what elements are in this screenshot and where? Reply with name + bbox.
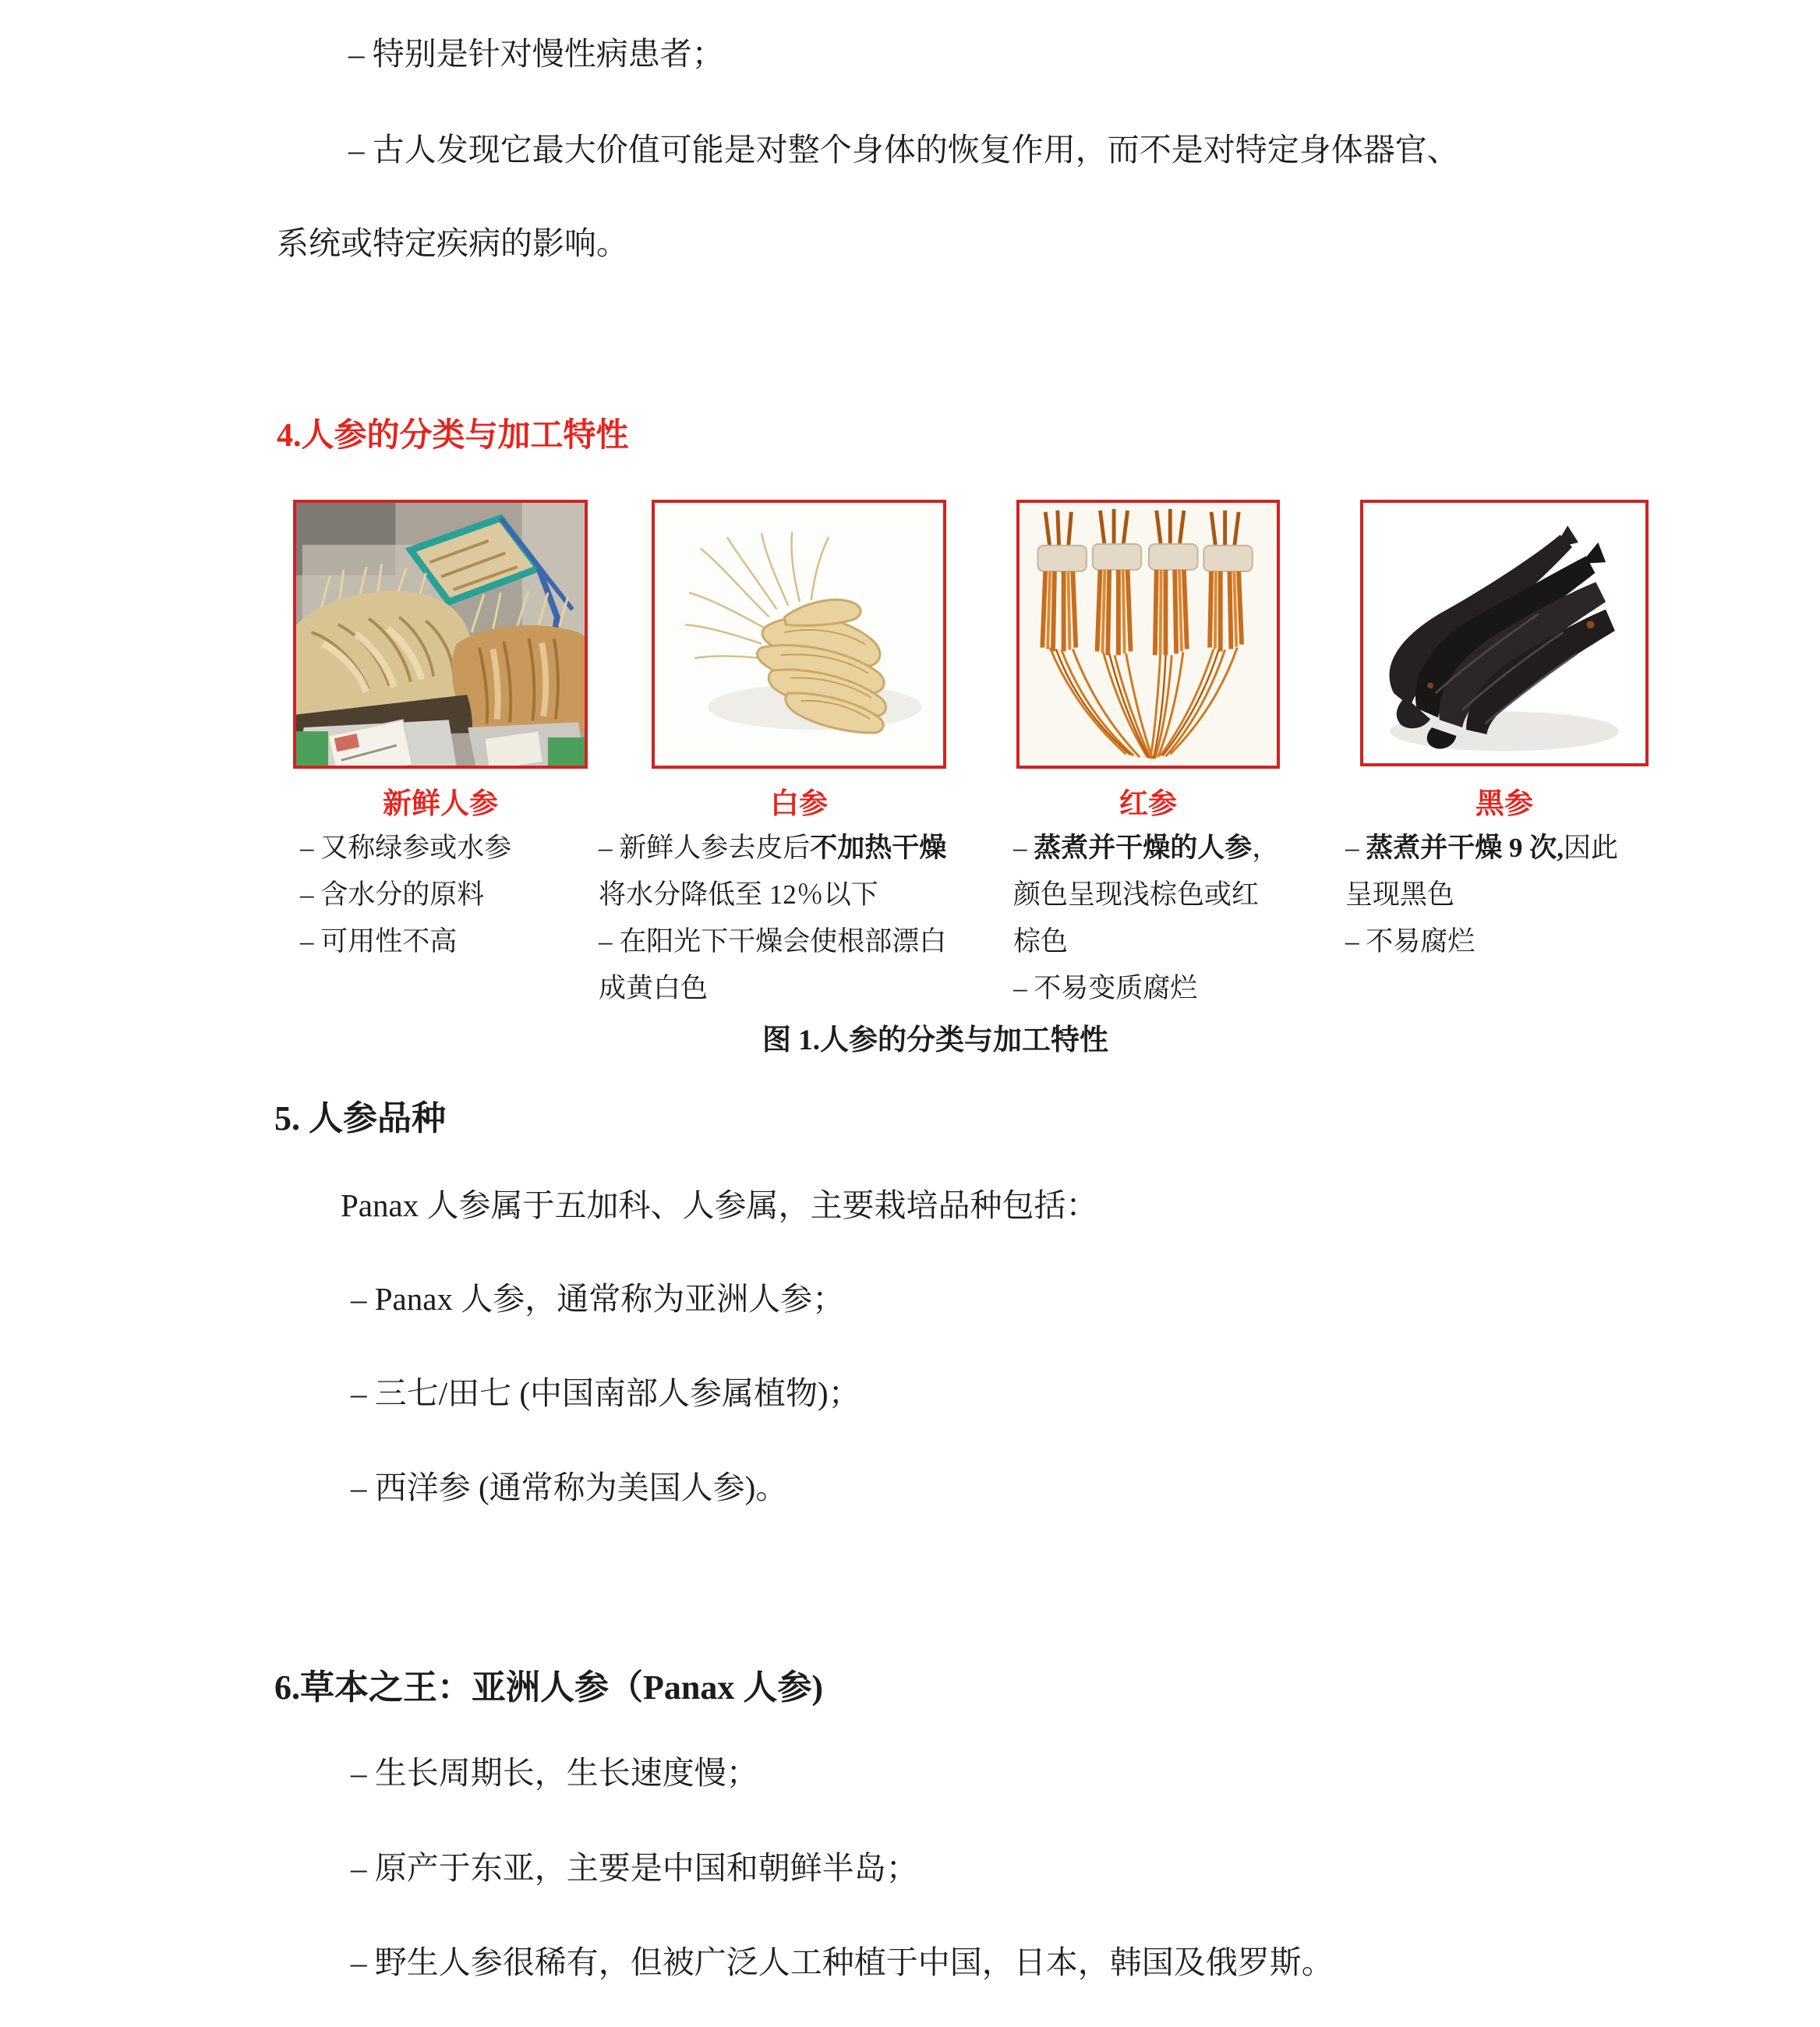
figure-label-red: 红参 — [1119, 788, 1177, 820]
desc-text: – — [1345, 833, 1366, 863]
desc-bullet: – 不易变质腐烂 — [1013, 973, 1198, 1003]
white-ginseng-illustration — [655, 503, 943, 766]
desc-bullet — [1013, 825, 1282, 965]
desc-bold-text: 蒸煮并干燥的人参 — [1034, 833, 1253, 863]
desc-bullet — [1345, 825, 1645, 918]
desc-text: 因此呈现黑色 — [1345, 833, 1619, 910]
section6-heading: 6.草本之王：亚洲人参（Panax 人参) — [274, 1668, 823, 1707]
section6-bullet-2: – 原产于东亚，主要是中国和朝鲜半岛； — [351, 1850, 918, 1886]
section5-intro: Panax 人参属于五加科、人参属，主要栽培品种包括： — [341, 1187, 1098, 1223]
section4-heading: 4.人参的分类与加工特性 — [277, 418, 629, 454]
desc-red-ginseng — [1013, 825, 1282, 1012]
white-ginseng-photo — [652, 500, 946, 769]
desc-fresh-ginseng — [300, 825, 612, 965]
desc-line: – 含水分的原料 — [300, 879, 485, 910]
desc-black-ginseng — [1345, 825, 1645, 965]
section6-bullet-3: – 野生人参很稀有，但被广泛人工种植于中国，日本，韩国及俄罗斯。 — [351, 1944, 1334, 1980]
section5-bullet-2: – 三七/田七 (中国南部人参属植物)； — [351, 1375, 861, 1411]
desc-text: ，颜色呈现浅棕色或红棕色 — [1013, 833, 1280, 957]
desc-bold-text: 不加热干燥 — [810, 833, 947, 863]
desc-text: – 新鲜人参去皮后 — [599, 833, 811, 863]
black-ginseng-illustration — [1363, 503, 1645, 763]
black-ginseng-photo — [1360, 500, 1649, 766]
section5-bullet-3: – 西洋参 (通常称为美国人参)。 — [351, 1470, 788, 1505]
fresh-ginseng-illustration — [296, 503, 585, 766]
figure-label-black: 黑参 — [1475, 788, 1533, 820]
fresh-ginseng-photo — [293, 500, 588, 769]
desc-line: – 可用性不高 — [300, 926, 458, 957]
intro-line-3: 系统或特定疾病的影响。 — [277, 225, 628, 261]
intro-line-2: – 古人发现它最大价值可能是对整个身体的恢复作用，而不是对特定身体器官、 — [348, 132, 1459, 168]
desc-bullet: – 在阳光下干燥会使根部漂白成黄白色 — [599, 926, 947, 1003]
red-ginseng-photo — [1016, 500, 1280, 769]
desc-bullet: – 不易腐烂 — [1345, 926, 1475, 957]
figure-label-white: 白参 — [770, 788, 828, 820]
desc-bold-text: 蒸煮并干燥 9 次, — [1366, 833, 1564, 863]
desc-line: – 又称绿参或水参 — [300, 833, 512, 863]
figure-label-fresh: 新鲜人参 — [383, 788, 498, 820]
red-ginseng-illustration — [1020, 503, 1277, 766]
desc-text: – — [1013, 833, 1034, 863]
figure-caption: 图 1.人参的分类与加工特性 — [762, 1024, 1108, 1056]
section5-heading: 5. 人参品种 — [274, 1099, 446, 1137]
desc-text: 将水分降低至 12％以下 — [599, 879, 878, 910]
desc-white-ginseng — [599, 825, 965, 1012]
section6-bullet-1: – 生长周期长，生长速度慢； — [351, 1755, 758, 1791]
desc-bullet — [599, 825, 965, 918]
intro-line-1: – 特别是针对慢性病患者； — [348, 36, 724, 72]
section5-bullet-1: – Panax 人参，通常称为亚洲人参； — [351, 1281, 845, 1317]
